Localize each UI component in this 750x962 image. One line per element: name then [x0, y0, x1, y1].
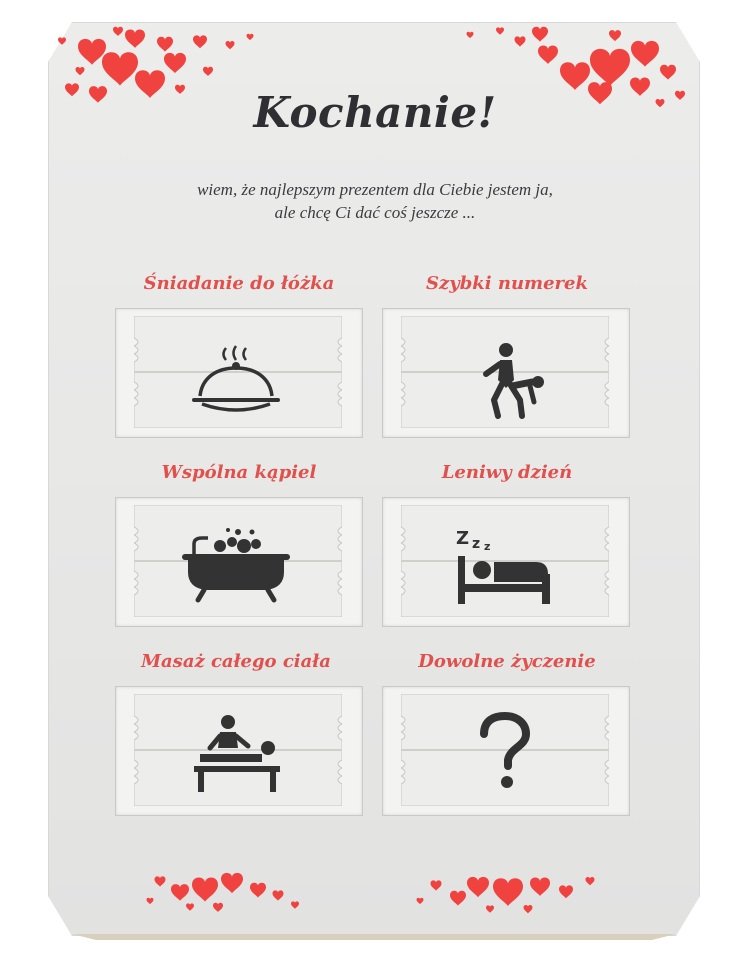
bathtub-icon: [180, 526, 292, 608]
board-edge: [48, 934, 700, 940]
svg-text:Z: Z: [456, 528, 470, 549]
svg-text:z: z: [484, 540, 491, 553]
voucher-label-full-body-massage: Masaż całego ciała: [141, 651, 331, 672]
question-mark-icon: [474, 712, 536, 792]
card-title: Kochanie!: [253, 88, 497, 137]
voucher-label-bath-together: Wspólna kąpiel: [161, 462, 317, 483]
sleeping-in-bed-icon: [454, 526, 552, 606]
serving-cloche-icon: [190, 344, 282, 416]
voucher-label-quickie: Szybki numerek: [426, 273, 588, 294]
card-subtitle-line-1: wiem, że najlepszym prezentem dla Ciebie jestem ja,: [197, 180, 553, 199]
voucher-label-any-wish: Dowolne życzenie: [418, 651, 596, 672]
voucher-label-breakfast-in-bed: Śniadanie do łóżka: [143, 273, 335, 294]
couple-icon: [468, 340, 550, 420]
massage-icon: [192, 712, 282, 794]
svg-text:z: z: [472, 536, 481, 552]
voucher-label-lazy-day: Leniwy dzień: [441, 462, 573, 483]
card-subtitle-line-2: ale chcę Ci dać coś jeszcze ...: [274, 203, 476, 222]
